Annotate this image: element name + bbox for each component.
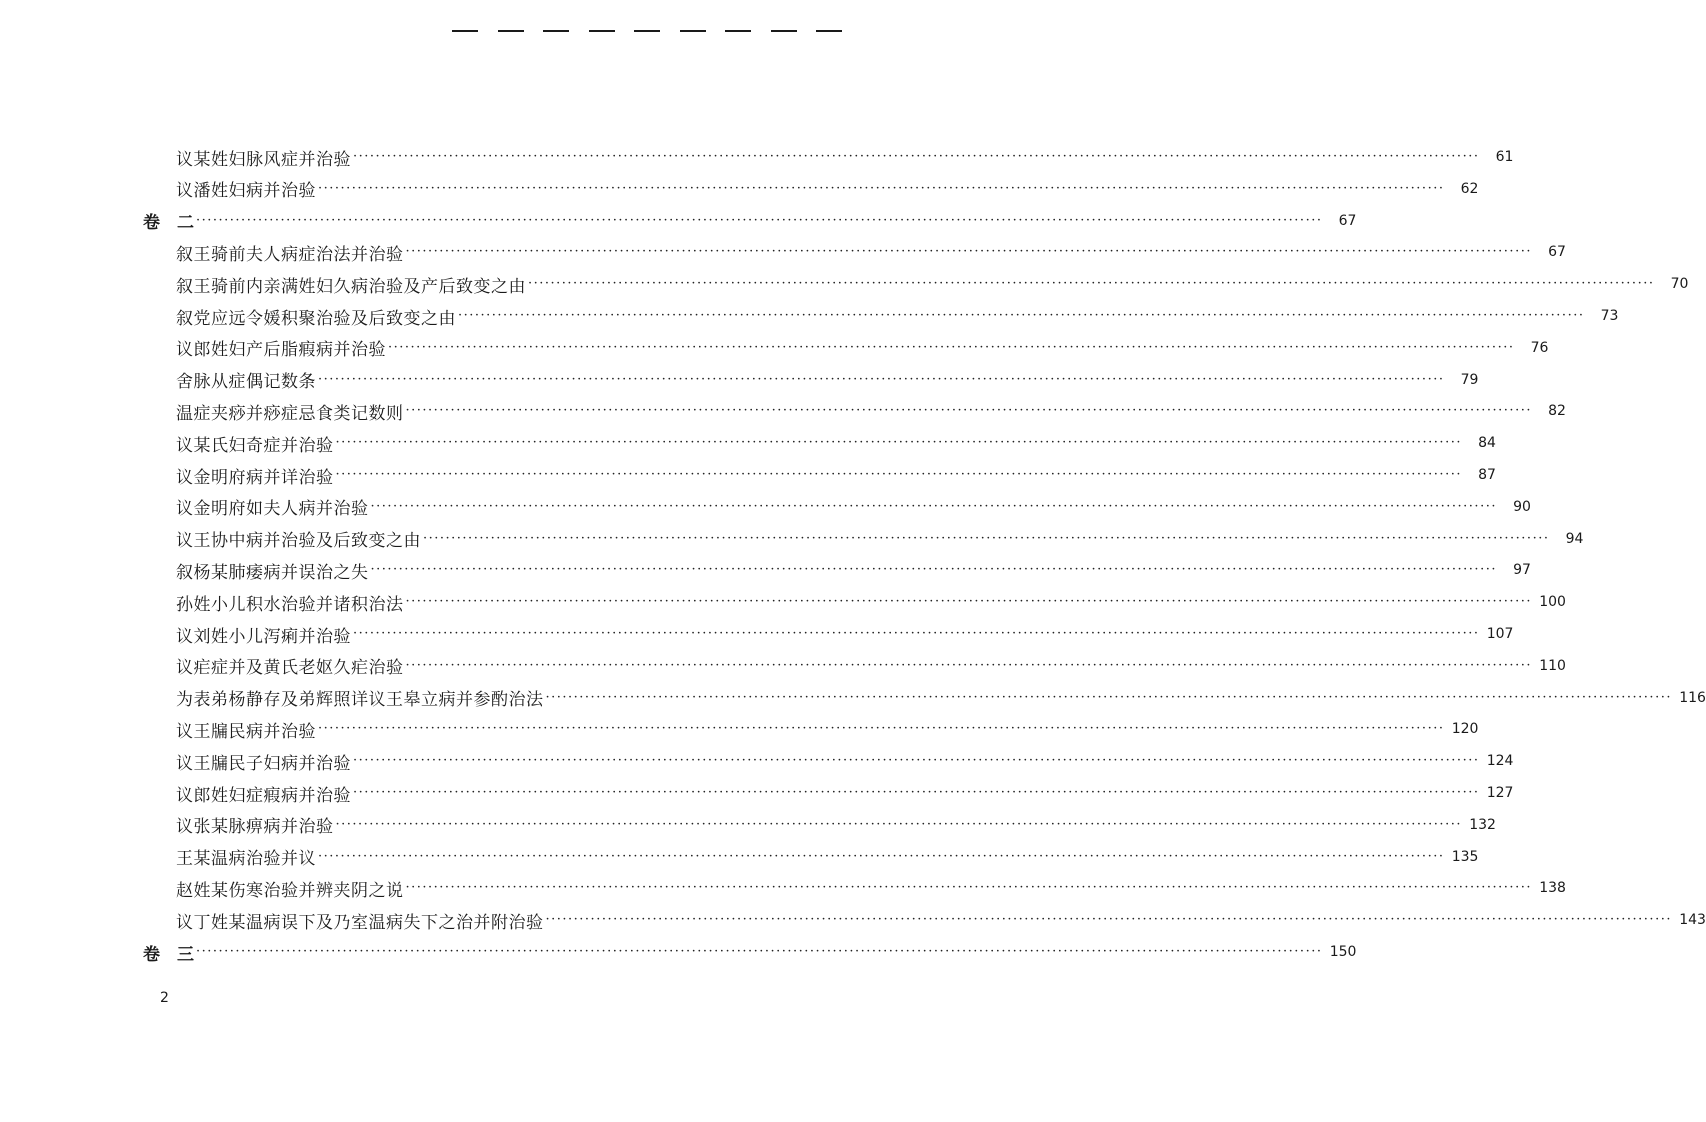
toc-entry-page: 67 bbox=[1338, 212, 1357, 229]
toc-entry-page: 70 bbox=[1670, 276, 1689, 293]
toc-entry-title: 叙党应远令媛积聚治验及后致变之由 bbox=[176, 308, 456, 329]
toc-entry-title: 议疟症并及黄氏老妪久疟治验 bbox=[176, 658, 404, 679]
toc-entry[interactable] bbox=[0, 874, 1566, 902]
toc-entry-title: 议某姓妇脉风症并治验 bbox=[176, 149, 351, 170]
toc-entry-title: 议王牖民子妇病并治验 bbox=[176, 753, 351, 774]
toc-entry-title: 议丁姓某温病误下及乃室温病失下之治并附治验 bbox=[176, 912, 544, 933]
toc-entry[interactable] bbox=[0, 843, 1479, 871]
page-number: 2 bbox=[160, 990, 169, 1006]
toc-entry[interactable] bbox=[0, 620, 1514, 648]
toc-entry-title: 议王协中病并治验及后致变之由 bbox=[176, 531, 421, 552]
toc-entry-page: 67 bbox=[1548, 244, 1566, 261]
toc-entry-title: 温症夹痧并痧症忌食类记数则 bbox=[176, 403, 404, 424]
toc-entry-page: 107 bbox=[1486, 626, 1514, 642]
toc-entry-page: 73 bbox=[1600, 308, 1619, 324]
toc-entry-page: 79 bbox=[1460, 371, 1479, 388]
toc-leader-dots: ········································································································································································································ bbox=[353, 149, 1480, 164]
toc-leader-dots: ········································································································································································································ bbox=[335, 816, 1462, 832]
toc-entry-title: 叙杨某肺痿病并误治之失 bbox=[176, 562, 369, 583]
toc-entry[interactable] bbox=[0, 238, 1566, 266]
toc-entry[interactable] bbox=[0, 525, 1584, 553]
toc-entry-page: 100 bbox=[1539, 594, 1566, 611]
toc-entry-page: 132 bbox=[1469, 816, 1496, 833]
toc-leader-dots: ········································································································································································································ bbox=[353, 753, 1480, 769]
toc-entry[interactable] bbox=[0, 747, 1514, 775]
header-rule bbox=[452, 30, 842, 32]
toc-entry[interactable] bbox=[0, 366, 1479, 394]
toc-entry-title: 议潘姓妇病并治验 bbox=[176, 181, 316, 202]
toc-entry-title: 议张某脉痹病并治验 bbox=[176, 817, 334, 838]
toc-entry-page: 150 bbox=[1329, 944, 1357, 960]
toc-entry-title: 卷 二 bbox=[143, 213, 194, 234]
toc-entry[interactable] bbox=[0, 811, 1496, 839]
toc-leader-dots: ········································································································································································································ bbox=[353, 785, 1480, 800]
header-dash bbox=[680, 30, 706, 32]
toc-entry-page: 84 bbox=[1478, 435, 1496, 452]
toc-leader-dots: ········································································································································································································ bbox=[335, 467, 1462, 482]
toc-entry-page: 97 bbox=[1513, 562, 1531, 579]
toc-entry-title: 为表弟杨静存及弟辉照详议王皋立病并参酌治法 bbox=[176, 690, 544, 711]
toc-entry[interactable] bbox=[0, 588, 1566, 616]
toc-leader-dots: ········································································································································································································ bbox=[353, 626, 1480, 641]
toc-entry[interactable] bbox=[0, 429, 1496, 457]
toc-leader-dots: ········································································································································································································ bbox=[335, 435, 1462, 451]
toc-leader-dots: ········································································································································································································ bbox=[423, 530, 1550, 546]
toc-entry-page: 127 bbox=[1486, 785, 1514, 801]
header-dash bbox=[634, 30, 660, 32]
header-dash bbox=[771, 30, 797, 32]
header-dash bbox=[816, 30, 842, 32]
toc-entry-title: 赵姓某伤寒治验并辨夹阴之说 bbox=[176, 880, 404, 901]
toc-entry-title: 舍脉从症偶记数条 bbox=[176, 372, 316, 393]
header-dash bbox=[543, 30, 569, 32]
toc-entry[interactable] bbox=[0, 175, 1479, 203]
header-dash bbox=[452, 30, 478, 32]
toc-leader-dots: ········································································································································································································ bbox=[405, 244, 1532, 260]
toc-leader-dots: ········································································································································································································ bbox=[318, 848, 1445, 864]
toc-leader-dots: ········································································································································································································ bbox=[370, 498, 1497, 514]
toc-entry-title: 议金明府病并详治验 bbox=[176, 467, 334, 488]
toc-entry[interactable] bbox=[0, 779, 1514, 807]
toc-entry-page: 87 bbox=[1478, 467, 1496, 483]
toc-entry-title: 议刘姓小儿泻痢并治验 bbox=[176, 626, 351, 647]
toc-entry-page: 90 bbox=[1513, 498, 1531, 515]
toc-leader-dots: ········································································································································································································ bbox=[545, 689, 1672, 705]
toc-leader-dots: ········································································································································································································ bbox=[405, 594, 1532, 610]
toc-entry-title: 叙王骑前夫人病症治法并治验 bbox=[176, 244, 404, 265]
toc-leader-dots: ········································································································································································································ bbox=[405, 880, 1532, 896]
toc-entry-page: 110 bbox=[1539, 657, 1566, 674]
toc-entry-title: 议某氏妇奇症并治验 bbox=[176, 435, 334, 456]
toc-volume-heading[interactable] bbox=[0, 938, 1357, 966]
toc-leader-dots: ········································································································································································································ bbox=[528, 276, 1655, 292]
toc-entry[interactable] bbox=[0, 906, 1706, 934]
toc-entry[interactable] bbox=[0, 302, 1619, 330]
toc-leader-dots: ········································································································································································································ bbox=[405, 657, 1532, 673]
toc-entry-title: 议金明府如夫人病并治验 bbox=[176, 499, 369, 520]
toc-entry[interactable] bbox=[0, 493, 1531, 521]
toc-entry-page: 120 bbox=[1451, 721, 1479, 738]
toc-entry[interactable] bbox=[0, 143, 1514, 171]
toc-leader-dots: ········································································································································································································ bbox=[196, 212, 1323, 228]
toc-leader-dots: ········································································································································································································ bbox=[405, 403, 1532, 419]
toc-leader-dots: ········································································································································································································ bbox=[370, 562, 1497, 578]
toc-leader-dots: ········································································································································································································ bbox=[318, 180, 1445, 196]
toc-entry-page: 135 bbox=[1451, 848, 1479, 865]
toc-entry[interactable] bbox=[0, 334, 1549, 362]
toc-entry-title: 议郎姓妇症瘕病并治验 bbox=[176, 785, 351, 806]
toc-entry-title: 王某温病治验并议 bbox=[176, 849, 316, 870]
toc-leader-dots: ········································································································································································································ bbox=[545, 912, 1672, 928]
toc-entry-page: 138 bbox=[1539, 880, 1566, 897]
toc-entry-page: 62 bbox=[1460, 180, 1479, 197]
toc-entry-page: 61 bbox=[1495, 149, 1514, 165]
toc-entry-title: 议王牖民病并治验 bbox=[176, 721, 316, 742]
toc-entry[interactable] bbox=[0, 684, 1706, 712]
toc-entry[interactable] bbox=[0, 461, 1496, 489]
toc-entry-page: 143 bbox=[1679, 912, 1706, 929]
toc-leader-dots: ········································································································································································································ bbox=[318, 371, 1445, 387]
toc-entry-title: 孙姓小儿积水治验并诸积治法 bbox=[176, 594, 404, 615]
toc-leader-dots: ········································································································································································································ bbox=[196, 944, 1323, 959]
toc-entry-page: 76 bbox=[1530, 339, 1549, 356]
header-dash bbox=[498, 30, 524, 32]
toc-entry-title: 叙王骑前内亲满姓妇久病治验及产后致变之由 bbox=[176, 276, 526, 297]
toc-entry[interactable] bbox=[0, 652, 1566, 680]
toc-entry-page: 124 bbox=[1486, 753, 1514, 770]
toc-volume-heading[interactable] bbox=[0, 207, 1357, 235]
header-dash bbox=[725, 30, 751, 32]
toc-entry[interactable] bbox=[0, 715, 1479, 743]
toc-entry-page: 116 bbox=[1679, 689, 1706, 706]
toc-entry-page: 94 bbox=[1565, 530, 1584, 547]
toc-entry-page: 82 bbox=[1548, 403, 1566, 420]
toc-leader-dots: ········································································································································································································ bbox=[318, 721, 1445, 737]
toc-entry-title: 卷 三 bbox=[143, 944, 194, 965]
toc-leader-dots: ········································································································································································································ bbox=[458, 308, 1585, 323]
header-dash bbox=[589, 30, 615, 32]
toc-entry[interactable] bbox=[0, 397, 1566, 425]
toc-entry[interactable] bbox=[0, 556, 1531, 584]
toc-entry[interactable] bbox=[0, 270, 1689, 298]
toc-leader-dots: ········································································································································································································ bbox=[388, 339, 1515, 355]
toc-entry-title: 议郎姓妇产后脂瘕病并治验 bbox=[176, 340, 386, 361]
